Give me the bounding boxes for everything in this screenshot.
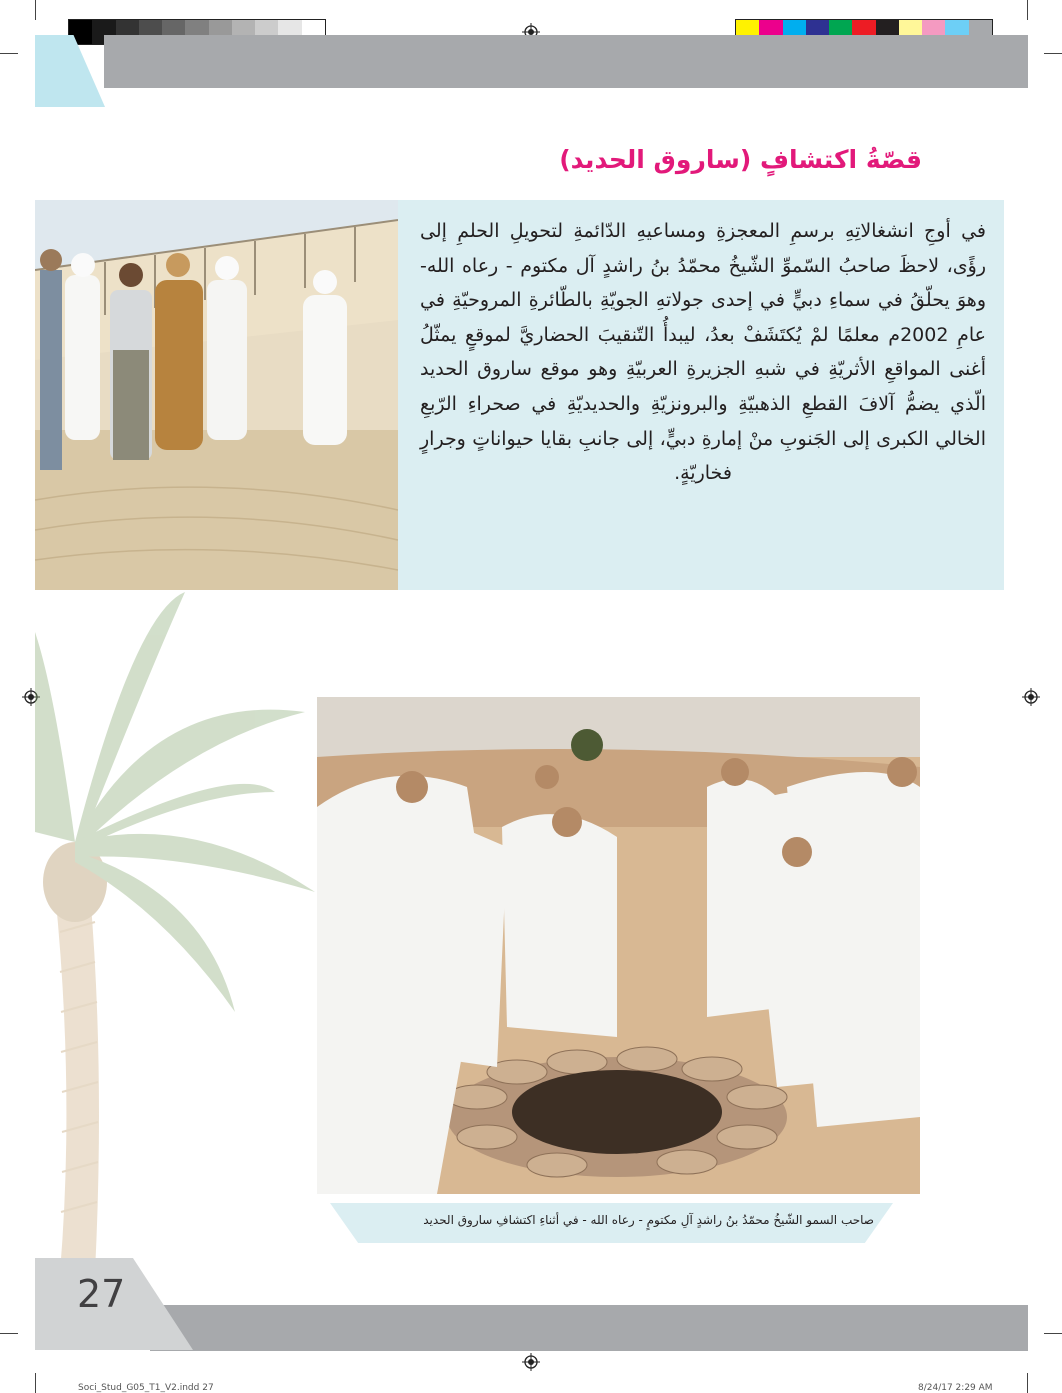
crop-mark <box>1027 1373 1028 1393</box>
slug-timestamp: 8/24/17 2:29 AM <box>918 1383 993 1393</box>
crop-mark <box>35 1373 36 1393</box>
palm-tree-illustration <box>35 592 325 1272</box>
crop-mark <box>0 1333 18 1334</box>
slug-filename: Soci_Stud_G05_T1_V2.indd 27 <box>78 1383 214 1393</box>
crop-mark <box>35 0 36 20</box>
footer-band <box>150 1305 1028 1351</box>
registration-mark-icon <box>1022 688 1040 706</box>
crop-mark <box>1027 0 1028 20</box>
photo-caption: صاحب السمو الشّيخُ محمّدُ بنُ راشدٍ آلِ مكتومٍ - رعاه الله - في أثناءِ اكتشافِ ساروق الحديد <box>423 1213 874 1227</box>
page-title: قصّةُ اكتشافٍ (ساروق الحديد) <box>559 145 922 174</box>
crop-mark <box>0 53 18 54</box>
crop-mark <box>1044 1333 1062 1334</box>
story-paragraph: في أوجِ انشغالاتِهِ برسمِ المعجزةِ ومساعيهِ الدّائمةِ لتحويلِ الحلمِ إلى رؤًى، لاحظَ صاحبُ السّموِّ الشّيخُ محمّدُ بنُ راشدٍ آل مكتوم - رعاه الله- وهوَ يحلّقُ في سماءِ دبيٍّ في إحدى جولاتهِ الجويّةِ بالطّائرةِ المروحيّةِ في عامِ 2002م معلمًا لمْ يُكتَشَفْ بعدُ، ليبدأُ التّنقيبَ الحضاريَّ لموقعٍ يمثّلُ أغنى المواقعِ الأثريّةِ في شبهِ الجزيرةِ العربيّةِ وهو موقع ساروق الحديد الّذي يضمُّ آلافَ القطعِ الذهبيّةِ والبرونزيّةِ والحديديّةِ في صحراءِ الرّبعِ الخالي الكبرى إلى الجَنوبِ منْ إمارةِ دبيٍّ، إلى جانبِ بقايا حيواناتٍ وجرارٍ فخاريّةٍ. <box>420 220 986 485</box>
header-band <box>104 35 1028 88</box>
photo-men-walking-desert <box>35 200 398 590</box>
header-accent <box>35 35 105 107</box>
photo-men-around-well <box>317 697 920 1194</box>
crop-mark <box>1044 53 1062 54</box>
registration-mark-icon <box>522 1353 540 1371</box>
story-text-box <box>398 200 1004 590</box>
page-number: 27 <box>77 1272 126 1316</box>
